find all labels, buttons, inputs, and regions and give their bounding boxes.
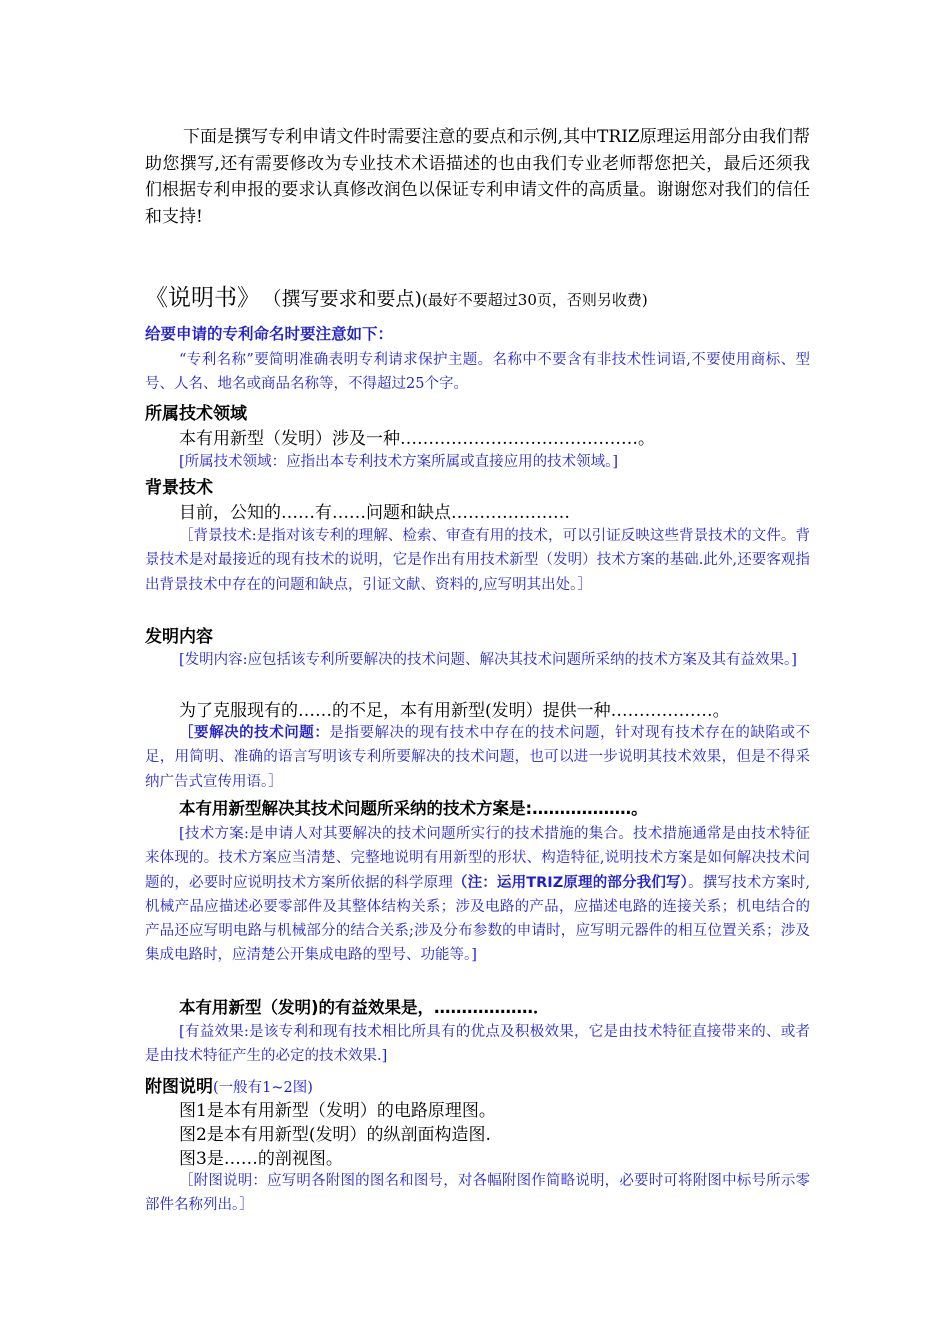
naming-note: “专利名称”要简明准确表明专利请求保护主题。名称中不要含有非技术性词语,不要使用商标、型号、人名、地名或商品名称等，不得超过25个字。: [145, 352, 810, 393]
section-heading-content: 发明内容: [145, 627, 213, 647]
content-body-1: 为了克服现有的……的不足，本有用新型(发明）提供一种………………。: [179, 701, 730, 721]
figures-heading: 附图说明: [145, 1077, 213, 1097]
section-heading-field: 所属技术领域: [145, 404, 247, 424]
problem-note: [145, 721, 810, 794]
title-sub: （撰写要求和要点): [272, 288, 422, 310]
solution-note-text: [技术方案:是申请人对其要解决的技术问题所实行的技术措施的集合。技术措施通常是由技术特征来体现的。技术方案应当清楚、完整地说明有用新型的形状、构造特征,说明技术方案是如何解决技术问题的，必要时应说明技术方案所依据的科学原理: [145, 826, 810, 891]
figure-item-2: 图2是本有用新型(发明）的纵剖面构造图.: [179, 1125, 491, 1145]
problem-note-text: 是指要解决的现有技术中存在的技术问题，针对现有技术存在的缺陷或不足，用简明、准确的语言写明该专利所要解决的技术问题，也可以进一步说明其技术效果，但是不得采纳广告式宣传用语。］: [145, 725, 811, 790]
problem-note-label: ［要解决的技术问题：: [179, 725, 330, 741]
figure-item-1: 图1是本有用新型（发明）的电路原理图。: [179, 1101, 496, 1121]
solution-note-text-2: 。撰写技术方案时,机械产品应描述必要零部件及其整体结构关系；涉及电路的产品，应描述电路的连接关系；机电结合的产品还应写明电路与机械部分的结合关系;涉及分布参数的申请时，应写明元器件的相互位置关系；涉及集成电路时，应清楚公开集成电路的型号、功能等。]: [145, 874, 811, 964]
solution-note: [145, 822, 810, 968]
figure-item-3: 图3是……的剖视图。: [179, 1149, 343, 1169]
field-note: [所属技术领域：应指出本专利技术方案所属或直接应用的技术领域。]: [179, 454, 619, 470]
content-note: [发明内容:应包括该专利所要解决的技术问题、解决其技术问题所采纳的技术方案及其有益效果。]: [179, 652, 797, 668]
content-body-2: 本有用新型解决其技术问题所采纳的技术方案是:………………。: [179, 799, 648, 818]
title-main: 《说明书》: [145, 285, 260, 311]
title-note: (最好不要超过30页，否则另收费): [421, 291, 648, 309]
field-body: 本有用新型（发明）涉及一种……………………………………。: [179, 429, 655, 449]
content-body-3: 本有用新型（发明)的有益效果是，………………．: [179, 998, 550, 1017]
benefit-note: [有益效果:是该专利和现有技术相比所具有的优点及积极效果，它是由技术特征直接带来的、或者是由技术特征产生的必定的技术效果.]: [145, 1024, 810, 1065]
section-heading-figures: [145, 1074, 810, 1101]
intro-paragraph: 下面是撰写专利申请文件时需要注意的要点和示例,其中TRIZ原理运用部分由我们帮助您撰写,还有需要修改为专业技术术语描述的也由我们专业老师帮您把关，最后还须我们根据专利申报的要求认真修改润色以保证专利申请文件的高质量。谢谢您对我们的信任和支持!: [145, 127, 810, 227]
solution-note-highlight: （注：运用TRIZ原理的部分我们写）: [452, 874, 689, 891]
section-heading-background: 背景技术: [145, 478, 213, 498]
figures-note: ［附图说明：应写明各附图的图名和图号，对各幅附图作简略说明，必要时可将附图中标号所示零部件名称列出。］: [145, 1173, 810, 1214]
naming-heading: 给要申请的专利命名时要注意如下：: [145, 325, 394, 343]
background-body: 目前，公知的……有……问题和缺点…………………: [179, 503, 570, 523]
background-note: ［背景技术:是指对该专利的理解、检索、审查有用的技术，可以引证反映这些背景技术的文件。背景技术是对最接近的现有技术的说明，它是作出有用技术新型（发明）技术方案的基础.此外,还要客观指出背景技术中存在的问题和缺点，引证文献、资料的,应写明其出处。］: [145, 528, 810, 593]
figures-heading-note: (一般有1~2图): [213, 1080, 313, 1096]
document-title: [145, 282, 810, 316]
